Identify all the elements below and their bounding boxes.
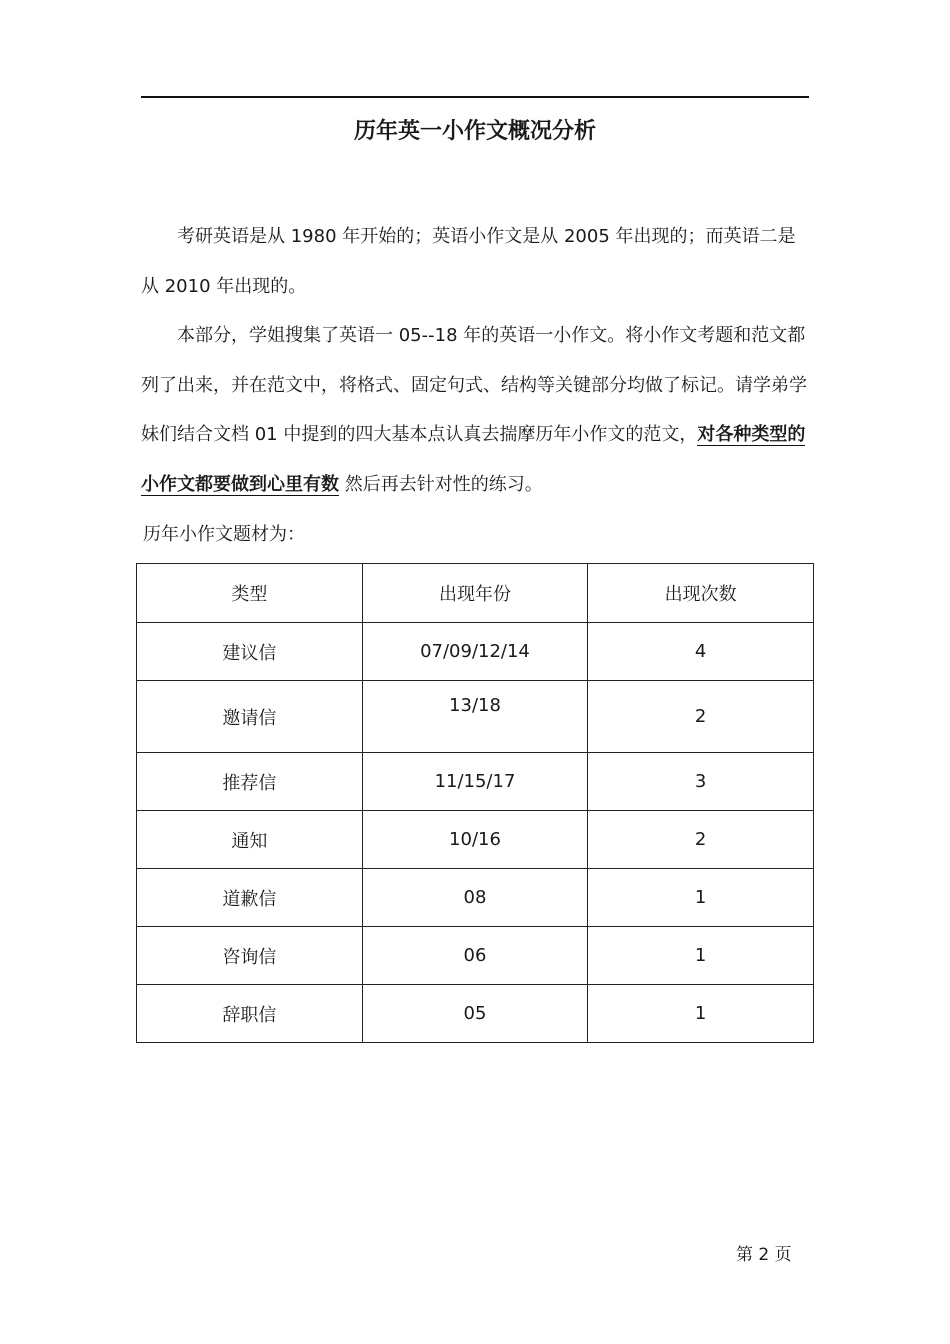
cell-type: 咨询信 xyxy=(137,927,363,985)
cell-years: 11/15/17 xyxy=(362,753,588,811)
intro-paragraph-2-text: 本部分，学姐搜集了英语一 05--18 年的英语一小作文。将小作文考题和范文都列了出来，并在范文中，将格式、固定句式、结构等关键部分均做了标记。请学弟学妹们结合文档 01 中提到的四大基本点认真去揣摩历年小作文的范文， xyxy=(141,325,807,446)
cell-count: 1 xyxy=(588,985,814,1043)
cell-years: 13/18 xyxy=(362,681,588,753)
cell-count: 3 xyxy=(588,753,814,811)
cell-years: 10/16 xyxy=(362,811,588,869)
header-years: 出现年份 xyxy=(362,564,588,623)
cell-type: 邀请信 xyxy=(137,681,363,753)
cell-count: 1 xyxy=(588,927,814,985)
header-rule xyxy=(141,96,809,98)
cell-count: 2 xyxy=(588,681,814,753)
essay-type-table xyxy=(136,563,814,1043)
cell-type: 道歉信 xyxy=(137,869,363,927)
emphasized-phrase: 对各种类型的小作文都要做到心里有数 xyxy=(141,424,806,495)
cell-type: 推荐信 xyxy=(137,753,363,811)
table-row xyxy=(137,623,814,681)
cell-count: 2 xyxy=(588,811,814,869)
table-row xyxy=(137,811,814,869)
table-row xyxy=(137,681,814,753)
intro-paragraph-2-tail: 然后再去针对性的练习。 xyxy=(339,473,543,495)
intro-paragraph-2 xyxy=(141,311,813,509)
table-row xyxy=(137,927,814,985)
table-row xyxy=(137,985,814,1043)
cell-type: 辞职信 xyxy=(137,985,363,1043)
cell-years: 06 xyxy=(362,927,588,985)
cell-type: 建议信 xyxy=(137,623,363,681)
cell-count: 1 xyxy=(588,869,814,927)
cell-type: 通知 xyxy=(137,811,363,869)
table-row xyxy=(137,869,814,927)
cell-years: 08 xyxy=(362,869,588,927)
cell-years: 07/09/12/14 xyxy=(362,623,588,681)
page-title: 历年英一小作文概况分析 xyxy=(353,119,596,144)
cell-years: 05 xyxy=(362,985,588,1043)
table-caption: 历年小作文题材为： xyxy=(143,524,305,545)
header-type: 类型 xyxy=(137,564,363,623)
table-header-row xyxy=(137,564,814,623)
page-number: 第 2 页 xyxy=(736,1245,792,1265)
header-count: 出现次数 xyxy=(588,564,814,623)
intro-paragraph-1: 考研英语是从 1980 年开始的；英语小作文是从 2005 年出现的；而英语二是从 2010 年出现的。 xyxy=(141,226,796,297)
cell-count: 4 xyxy=(588,623,814,681)
intro-section xyxy=(141,212,813,510)
table-row xyxy=(137,753,814,811)
